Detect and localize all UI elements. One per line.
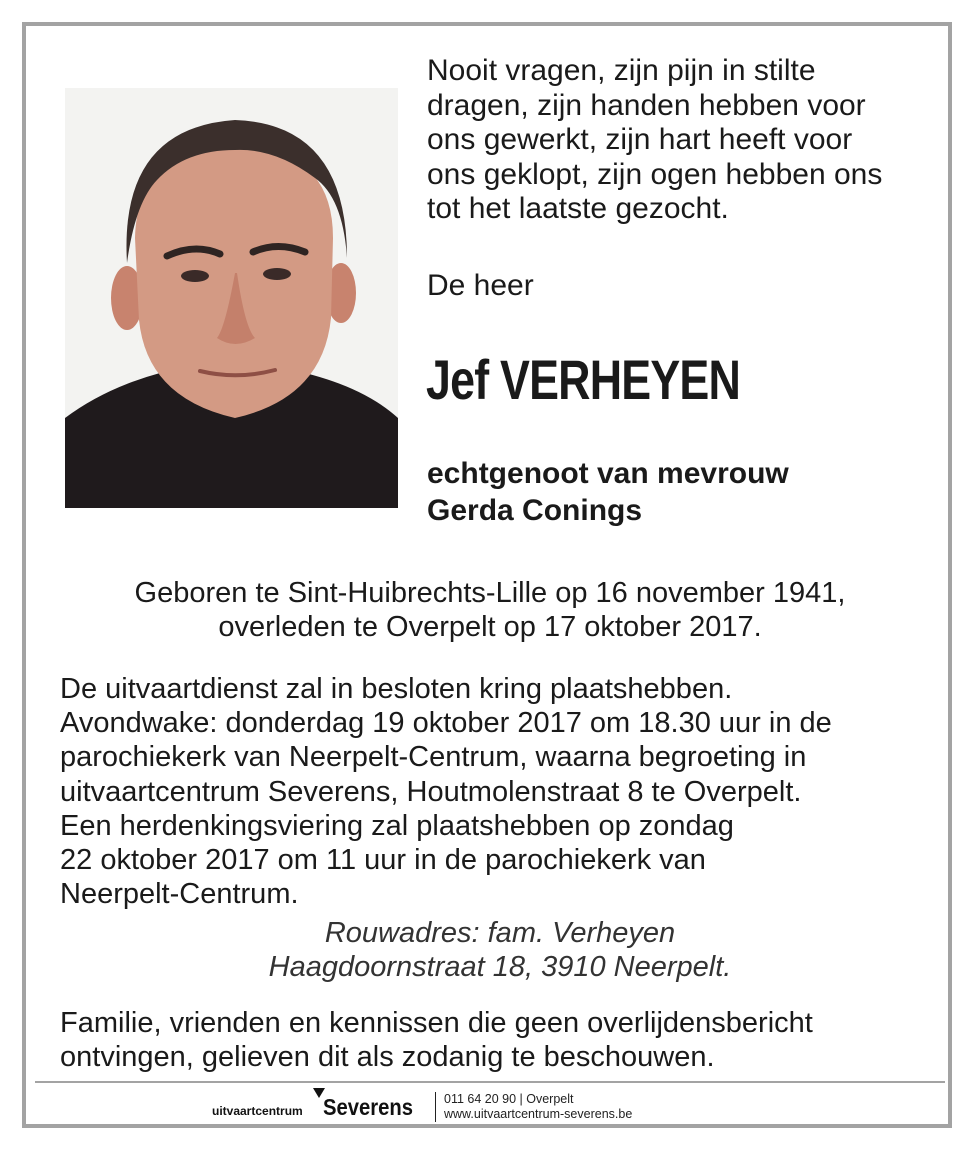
deceased-name: Jef VERHEYEN [426, 348, 741, 411]
footer-separator [435, 1092, 436, 1122]
poem-line: ons geklopt, zijn ogen hebben ons [427, 157, 883, 191]
funeral-line: Een herdenkingsviering zal plaatshebben op zondag [60, 809, 734, 842]
footer-divider-line [35, 1081, 945, 1083]
spouse-name: Gerda Conings [427, 494, 643, 527]
funeral-line: Avondwake: donderdag 19 oktober 2017 om 18.30 uur in de [60, 707, 832, 740]
family-line: Familie, vrienden en kennissen die geen overlijdensbericht [60, 1007, 813, 1039]
death-line: overleden te Overpelt op 17 oktober 2017. [218, 611, 762, 643]
birth-death-info [60, 576, 920, 644]
address-line: Rouwadres: fam. Verheyen [324, 917, 676, 949]
funeral-line: uitvaartcentrum Severens, Houtmolenstraat 8 te Overpelt. [60, 775, 802, 808]
footer-phone: 011 64 20 90 | Overpelt [444, 1092, 574, 1106]
poem-line: dragen, zijn handen hebben voor [427, 88, 866, 122]
footer-company-brand: Severens [323, 1094, 414, 1120]
birth-line: Geboren te Sint-Huibrechts-Lille op 16 november 1941, [134, 577, 846, 609]
poem-line: Nooit vragen, zijn pijn in stilte [427, 54, 816, 87]
family-line: ontvingen, gelieven dit als zodanig te beschouwen. [60, 1041, 715, 1073]
salutation: De heer [427, 269, 534, 302]
footer-company-prefix: uitvaartcentrum [212, 1104, 303, 1118]
mourning-address [60, 916, 940, 984]
portrait-photo [65, 88, 398, 508]
footer-contact [444, 1092, 632, 1122]
spouse-line-text: echtgenoot van mevrouw [427, 457, 789, 490]
funeral-line: parochiekerk van Neerpelt-Centrum, waarna begroeting in [60, 741, 807, 774]
portrait-illustration [65, 88, 398, 508]
funeral-line: De uitvaartdienst zal in besloten kring plaatshebben. [60, 673, 733, 705]
address-line: Haagdoornstraat 18, 3910 Neerpelt. [268, 951, 732, 983]
funeral-line: Neerpelt-Centrum. [60, 878, 299, 911]
poem-line: ons gewerkt, zijn hart heeft voor [427, 123, 853, 156]
funeral-details [60, 672, 940, 911]
memorial-poem [427, 54, 927, 227]
family-note [60, 1006, 940, 1074]
spouse-line [427, 455, 789, 529]
footer-website-link[interactable]: www.uitvaartcentrum-severens.be [444, 1107, 633, 1121]
poem-line: tot het laatste gezocht. [427, 192, 729, 225]
funeral-line: 22 oktober 2017 om 11 uur in de parochiekerk van [60, 844, 706, 877]
